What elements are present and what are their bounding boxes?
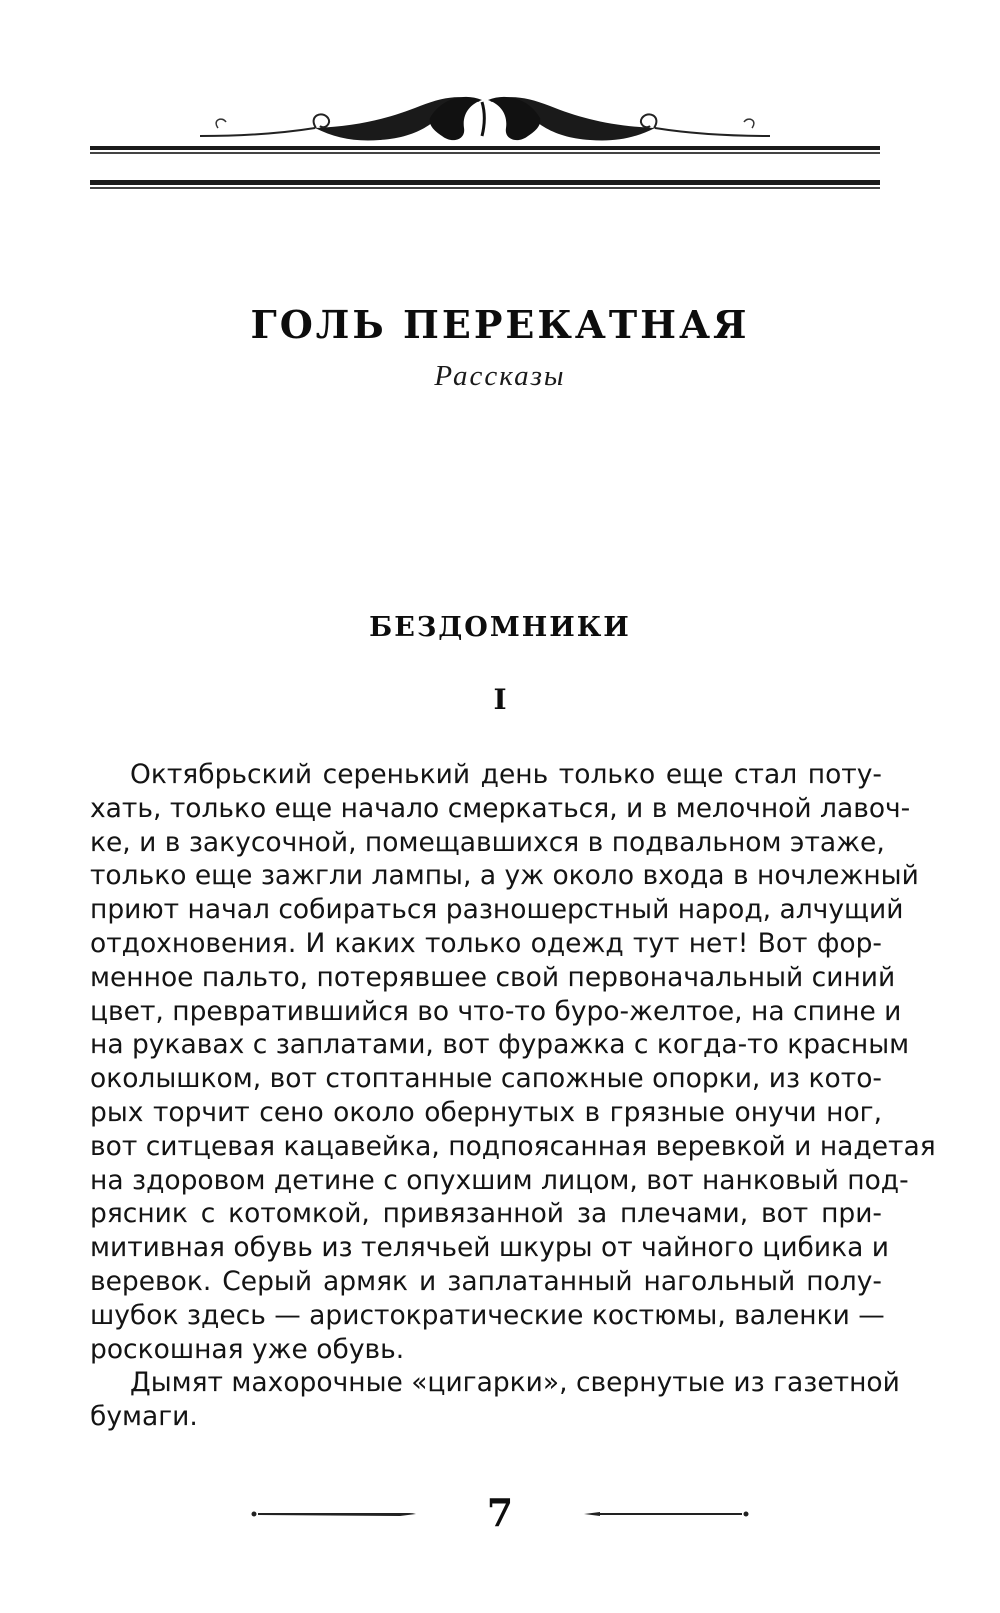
text-line: вот ситцевая кацавейка, подпоясанная веревкой и надетая: [90, 1130, 936, 1162]
text-line: цвет, превратившийся во что-то буро-желтое, на спине и: [90, 995, 902, 1027]
book-subtitle: Рассказы: [434, 360, 566, 392]
text-line: околышком, вот стоптанные сапожные опорки, из кото-: [90, 1063, 882, 1095]
text-line: менное пальто, потерявшее свой первоначальный синий: [90, 961, 896, 993]
text-line: митивная обувь из телячьей шкуры от чайного цибика и: [90, 1232, 890, 1264]
text-line: на рукавах с заплатами, вот фуражка с когда-то красным: [90, 1029, 910, 1061]
text-line: только еще зажгли лампы, а уж около входа в ночлежный: [90, 860, 919, 892]
page-footer: [250, 1490, 750, 1540]
story-title: БЕЗДОМНИКИ: [369, 612, 631, 643]
scroll-ornament-icon: [90, 88, 880, 200]
text-line: приют начал собираться разношерстный народ, алчущий: [90, 894, 904, 926]
text-line: рясник с котомкой, привязанной за плечами, вот при-: [90, 1198, 882, 1230]
text-line: Дымят махорочные «цигарки», свернутые из газетной: [130, 1367, 900, 1399]
book-title: ГОЛЬ ПЕРЕКАТНАЯ: [250, 302, 750, 347]
text-line: хать, только еще начало смеркаться, и в мелочной лавоч-: [90, 792, 911, 824]
text-line: отдохновения. И каких только одежд тут нет! Вот фор-: [90, 927, 882, 959]
text-line: веревок. Серый армяк и заплатанный нагольный полу-: [90, 1265, 882, 1297]
text-line: Октябрьский серенький день только еще стал поту-: [130, 759, 882, 790]
page-number: 7: [486, 1490, 514, 1535]
text-line: ке, и в закусочной, помещавшихся в подвальном этаже,: [90, 826, 885, 858]
story-text: [90, 758, 936, 1434]
text-line: рых торчит сено около обернутых в грязные онучи ног,: [90, 1096, 882, 1128]
text-line: бумаги.: [90, 1401, 198, 1433]
chapter-number: I: [493, 683, 507, 716]
text-line: шубок здесь — аристократические костюмы, валенки —: [90, 1299, 885, 1331]
text-line: на здоровом детине с опухшим лицом, вот нанковый под-: [90, 1164, 909, 1196]
text-line: роскошная уже обувь.: [90, 1333, 405, 1365]
